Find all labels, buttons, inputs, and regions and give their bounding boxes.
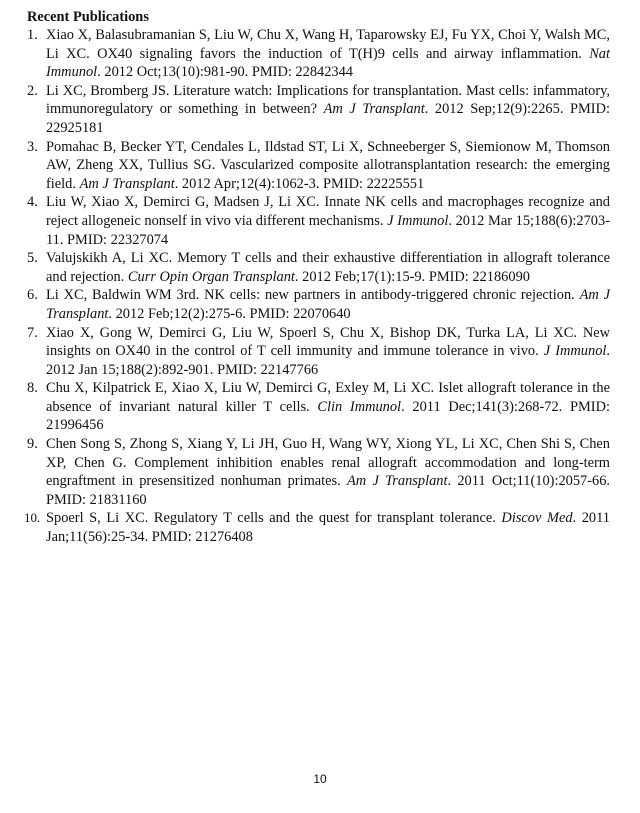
journal-name: Clin Immunol [317,398,402,415]
journal-name: Am J Transplant [46,287,610,322]
citation-details: . 2012 Feb;17(1):15-9. PMID: 22186090 [294,268,530,285]
citation-text: Chu X, Kilpatrick E, Xiao X, Liu W, Demirci G, Exley M, Li XC. Islet allograft tolerance in the absence of invariant natural killer T cells. [46,380,610,415]
citation-text: Valujskikh A, Li XC. Memory T cells and their exhaustive differentiation in allograft tolerance and rejection. [46,250,610,285]
citation-text: Chen Song S, Zhong S, Xiang Y, Li JH, Guo H, Wang WY, Xiong YL, Li XC, Chen Shi S, Chen XP, Chen G. Complement inhibition enables renal allograft accommodation and long-term engraftment in presensitized nonhuman primates. [46,436,610,490]
citation-details: . 2012 Jan 15;188(2):892-901. PMID: 22147766 [46,343,610,378]
item-number: 4. [27,194,38,211]
item-number: 3. [27,138,38,155]
publication-item [27,193,610,249]
section-heading: Recent Publications [27,9,149,25]
journal-name: J Immunol [387,212,449,229]
publication-item [27,379,610,435]
journal-name: Am J Transplant [79,175,175,192]
journal-name: Curr Opin Organ Transplant [127,268,295,285]
journal-name: Discov Med [501,510,573,527]
item-number: 10. [24,510,41,526]
publication-item [27,26,610,82]
journal-name: Am J Transplant [323,101,425,118]
citation-details: . 2012 Oct;13(10):981-90. PMID: 22842344 [97,64,353,81]
publication-list [24,26,611,547]
publication-item [27,324,610,380]
item-number: 7. [27,324,38,341]
citation-text: Xiao X, Balasubramanian S, Liu W, Chu X, Wang H, Taparowsky EJ, Fu YX, Choi Y, Walsh MC, Li XC. OX40 signaling favors the induction of T(H)9 cells and airway inflammation. [46,27,610,62]
publication-item [27,82,610,138]
citation-text: Pomahac B, Becker YT, Cendales L, Ildstad ST, Li X, Schneeberger S, Siemionow M, Thomson AW, Zheng XX, Tullius SG. Vascularized composite allotransplantation research: the emerging field. [46,138,610,192]
publication-item [27,249,610,286]
item-number: 6. [27,287,38,304]
citation-details: . 2012 Sep;12(9):2265. PMID: 22925181 [46,101,610,136]
item-number: 9. [27,436,38,453]
journal-name: Nat Immunol [46,45,610,81]
journal-name: J Immunol [543,343,607,360]
item-number: 2. [27,82,38,99]
citation-text: Spoerl S, Li XC. Regulatory T cells and the quest for transplant tolerance. [46,510,502,527]
citation-details: . 2012 Mar 15;188(6):2703-11. PMID: 22327074 [46,212,610,248]
citation-details: . 2011 Dec;141(3):268-72. PMID: 21996456 [46,398,610,434]
page-number: 10 [313,772,327,786]
item-number: 8. [27,380,38,397]
citation-details: . 2011 Jan;11(56):25-34. PMID: 21276408 [46,510,610,546]
citation-text: Xiao X, Gong W, Demirci G, Liu W, Spoerl S, Chu X, Bishop DK, Turka LA, Li XC. New insights on OX40 in the control of T cell immunity and immune tolerance in vivo. [46,324,610,360]
publication-item [27,138,610,194]
journal-name: Am J Transplant [347,473,448,490]
publication-item [24,509,610,546]
citation-details: . 2012 Apr;12(4):1062-3. PMID: 22225551 [174,175,425,192]
citation-details: . 2012 Feb;12(2):275-6. PMID: 22070640 [108,305,351,322]
publication-item [27,435,610,509]
publication-item [27,286,610,323]
citation-text: Li XC, Bromberg JS. Literature watch: Implications for transplantation. Mast cells: infammatory, immunoregulatory or something in between? [46,82,610,118]
citation-text: Liu W, Xiao X, Demirci G, Madsen J, Li XC. Innate NK cells and macrophages recognize and reject allogeneic nonself in vivo via different mechanisms. [46,194,610,229]
citation-details: . 2011 Oct;11(10):2057-66. PMID: 21831160 [46,473,611,508]
item-number: 1. [27,27,38,43]
item-number: 5. [27,250,38,267]
citation-text: Li XC, Baldwin WM 3rd. NK cells: new partners in antibody-triggered chronic rejection. [46,287,580,304]
